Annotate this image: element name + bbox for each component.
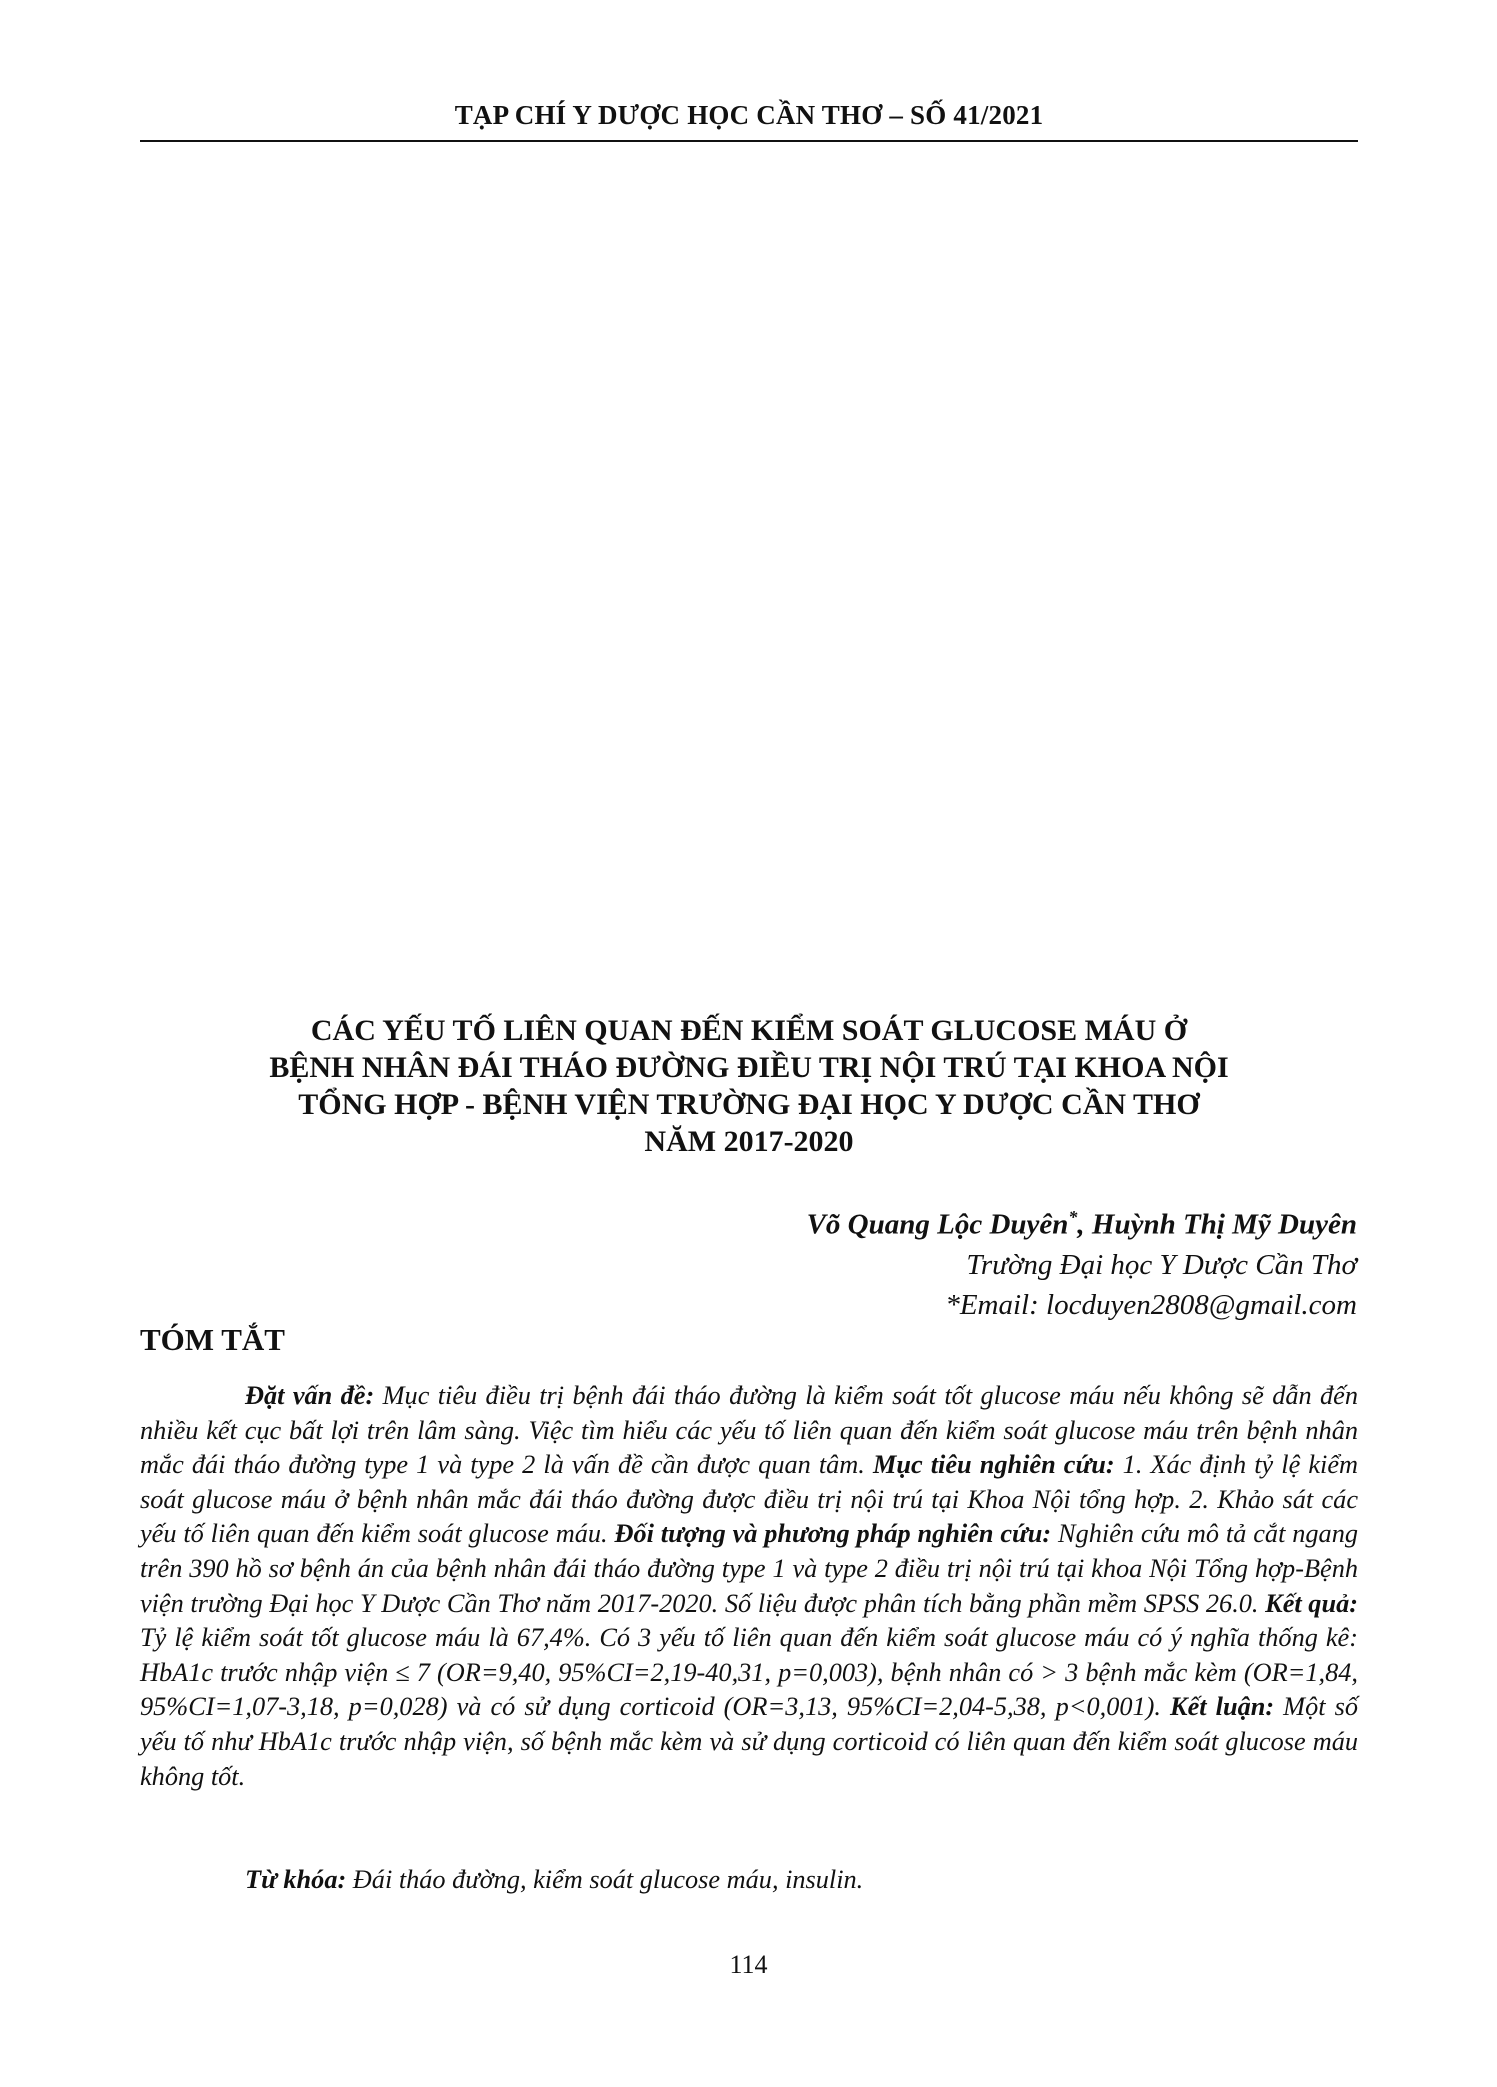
abstract-label-conclusion: Kết luận: <box>1170 1692 1275 1722</box>
journal-header: TẠP CHÍ Y DƯỢC HỌC CẦN THƠ – SỐ 41/2021 <box>454 100 1044 130</box>
title-line: NĂM 2017-2020 <box>644 1125 854 1158</box>
author-block <box>807 1197 1357 1325</box>
abstract-text-background: Mục tiêu điều trị bệnh đái tháo đường là kiểm soát tốt glucose máu nếu không sẽ dẫn đến nhiều kết cục bất lợi trên lâm sàng. Việc tìm hiểu các yếu tố liên quan đến kiểm soát glucose máu trên bệnh nhân mắc đái tháo đường type 1 và type 2 là vấn đề cần được quan tâm. <box>140 1381 1358 1480</box>
title-line: BỆNH NHÂN ĐÁI THÁO ĐƯỜNG ĐIỀU TRỊ NỘI TRÚ TẠI KHOA NỘI <box>269 1051 1229 1084</box>
page-number: 114 <box>729 1950 768 1979</box>
abstract-body <box>140 1379 1358 1794</box>
author-names <box>807 1197 1357 1245</box>
author-name: Võ Quang Lộc Duyên <box>806 1208 1069 1241</box>
header-divider <box>140 140 1358 142</box>
abstract-label-objectives: Mục tiêu nghiên cứu: <box>872 1450 1115 1480</box>
keywords <box>140 1863 1358 1898</box>
keywords-text: Đái tháo đường, kiểm soát glucose máu, insulin. <box>346 1865 864 1894</box>
title-line: CÁC YẾU TỐ LIÊN QUAN ĐẾN KIỂM SOÁT GLUCOSE MÁU Ở <box>310 1014 1188 1047</box>
abstract-heading: TÓM TẮT <box>140 1322 285 1357</box>
abstract-text-methods: Nghiên cứu mô tả cắt ngang trên 390 hồ sơ bệnh án của bệnh nhân đái tháo đường type 1 và type 2 điều trị nội trú tại khoa Nội Tổng hợp-Bệnh viện trường Đại học Y Dược Cần Thơ năm 2017-2020. Số liệu được phân tích bằng phần mềm SPSS 26.0. <box>140 1519 1358 1618</box>
article-title <box>150 1012 1348 1160</box>
corresponding-author-mark: * <box>1068 1207 1078 1227</box>
affiliation: Trường Đại học Y Dược Cần Thơ <box>966 1248 1357 1281</box>
author-name: , Huỳnh Thị Mỹ Duyên <box>1077 1208 1357 1241</box>
abstract-label-methods: Đối tượng và phương pháp nghiên cứu: <box>614 1519 1052 1549</box>
title-line: TỔNG HỢP - BỆNH VIỆN TRƯỜNG ĐẠI HỌC Y DƯỢC CẦN THƠ <box>298 1088 1200 1121</box>
abstract-label-background: Đặt vấn đề: <box>245 1381 375 1410</box>
author-email: *Email: locduyen2808@gmail.com <box>945 1288 1357 1321</box>
abstract-text-results: Tỷ lệ kiểm soát tốt glucose máu là 67,4%. Có 3 yếu tố liên quan đến kiểm soát glucose máu có ý nghĩa thống kê: HbA1c trước nhập viện ≤ 7 (OR=9,40, 95%CI=2,19-40,31, p=0,003), bệnh nhân có > 3 bệnh mắc kèm (OR=1,84, 95%CI=1,07-3,18, p=0,028) và có sử dụng corticoid (OR=3,13, 95%CI=2,04-5,38, p<0,001). <box>140 1623 1358 1722</box>
keywords-label: Từ khóa: <box>245 1865 347 1894</box>
abstract-text-objectives: 1. Xác định tỷ lệ kiểm soát glucose máu ở bệnh nhân mắc đái tháo đường được điều trị nội trú tại Khoa Nội tổng hợp. 2. Khảo sát các yếu tố liên quan đến kiểm soát glucose máu. <box>140 1450 1359 1549</box>
abstract-text-conclusion: Một số yếu tố như HbA1c trước nhập viện, số bệnh mắc kèm và sử dụng corticoid có liên quan đến kiểm soát glucose máu không tốt. <box>140 1692 1358 1791</box>
abstract-label-results: Kết quả: <box>1265 1588 1358 1618</box>
